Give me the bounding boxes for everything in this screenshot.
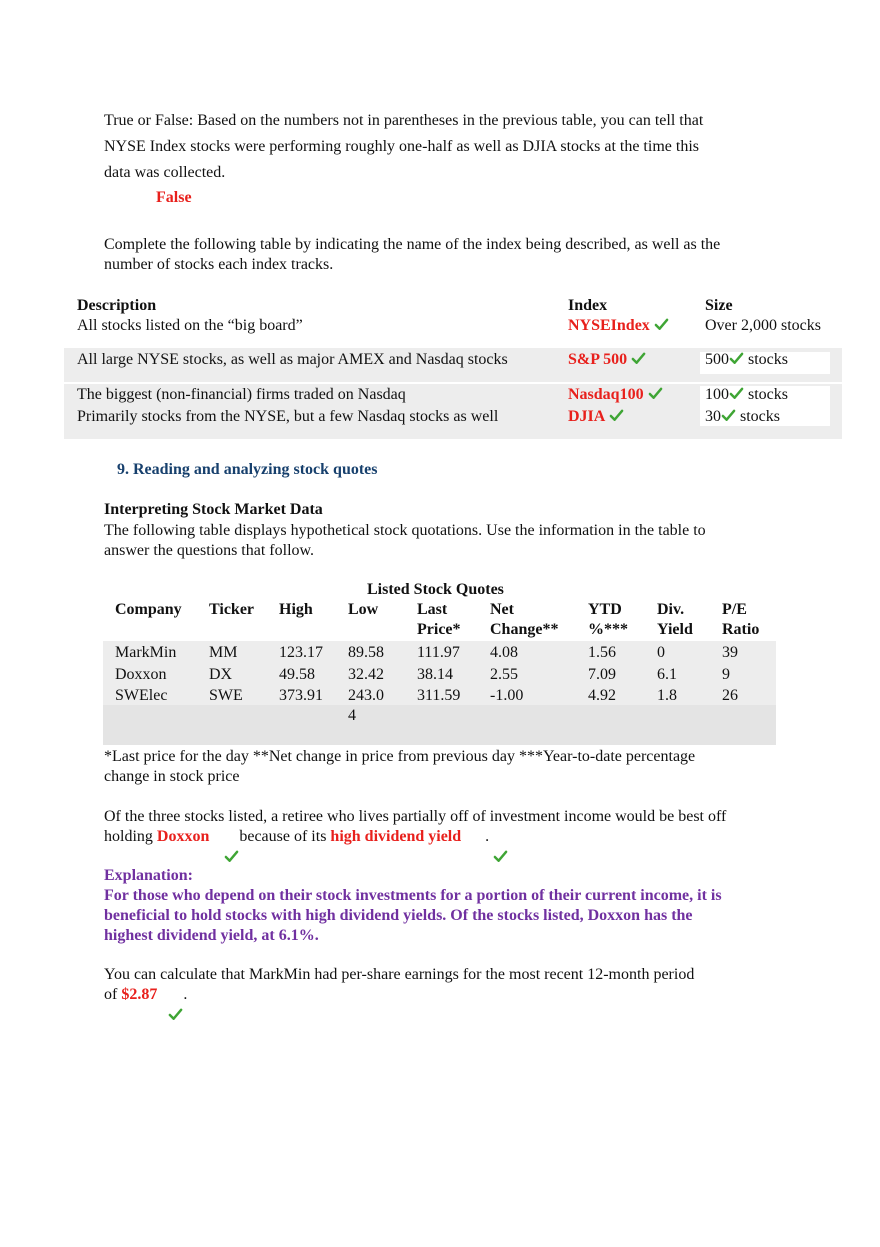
cell-high: 373.91: [279, 687, 323, 704]
checkmark-icon: [609, 408, 624, 423]
cell-pe: 9: [722, 666, 730, 683]
header-high: High: [279, 601, 313, 618]
header-company: Company: [115, 601, 182, 618]
header-line: Net: [490, 601, 514, 618]
checkmark-icon: [168, 1007, 183, 1022]
row-description: Primarily stocks from the NYSE, but a few Nasdaq stocks as well: [77, 408, 499, 425]
question-line: data was collected.: [104, 164, 226, 181]
cell-company: MarkMin: [115, 644, 177, 661]
cell-ytd: 1.56: [588, 644, 616, 661]
header-line: Last: [417, 601, 448, 618]
index-answer: DJIA: [568, 408, 606, 425]
header-pe-ratio: [722, 600, 759, 640]
header-line: Yield: [657, 621, 693, 638]
cell-ticker: SWE: [209, 687, 243, 704]
cell-div: 0: [657, 644, 665, 661]
question-text: of: [104, 986, 118, 1003]
index-table-instructions: [104, 235, 804, 275]
cell-low: 89.58: [348, 644, 384, 661]
footnote-line: *Last price for the day **Net change in price from previous day ***Year-to-date percentage: [104, 748, 696, 765]
cell-last: 311.59: [417, 687, 461, 704]
explanation-line: beneficial to hold stocks with high dividend yields. Of the stocks listed, Doxxon has the: [104, 907, 693, 924]
cell-pe: 39: [722, 644, 738, 661]
row-index: [568, 407, 624, 427]
checkmark-icon: [721, 408, 736, 423]
header-last: [417, 600, 461, 640]
question-text: .: [183, 986, 188, 1003]
eps-question: [104, 965, 694, 1005]
index-answer: S&P 500: [568, 351, 628, 368]
checkmark-icon: [729, 386, 744, 401]
section-intro: [104, 521, 804, 561]
cell-last: 38.14: [417, 666, 453, 683]
header-size: Size: [705, 297, 733, 314]
header-ytd: [588, 600, 628, 640]
cell-low-wrap: 4: [348, 707, 356, 724]
header-index: Index: [568, 297, 608, 314]
size-answer: 30: [705, 408, 721, 425]
checkmark-icon: [493, 849, 508, 864]
cell-ticker: DX: [209, 666, 233, 683]
table-footnote: [104, 747, 804, 787]
row-size: [705, 407, 780, 427]
checkmark-icon: [631, 351, 646, 366]
instruction-line: number of stocks each index tracks.: [104, 256, 334, 273]
header-div-yield: [657, 600, 693, 640]
explanation-label: Explanation:: [104, 867, 193, 884]
header-line: P/E: [722, 601, 747, 618]
cell-low: [348, 686, 384, 726]
question-line: True or False: Based on the numbers not in parentheses in the previous table, you can tell that: [104, 112, 704, 129]
size-unit: stocks: [748, 351, 788, 368]
cell-ticker: MM: [209, 644, 238, 661]
cell-company: SWElec: [115, 687, 168, 704]
question-line: Of the three stocks listed, a retiree who lives partially off of investment income would be best off: [104, 808, 727, 825]
header-line: YTD: [588, 601, 622, 618]
cell-ytd: 7.09: [588, 666, 616, 683]
question-line: [104, 827, 726, 847]
checkmark-icon: [729, 351, 744, 366]
question-line: You can calculate that MarkMin had per-share earnings for the most recent 12-month period: [104, 966, 695, 983]
intro-line: answer the questions that follow.: [104, 542, 315, 559]
explanation: [104, 866, 722, 946]
row-description: The biggest (non-financial) firms traded on Nasdaq: [77, 386, 406, 403]
cell-last: 111.97: [417, 644, 460, 661]
cell-div: 6.1: [657, 666, 677, 683]
header-line: Change**: [490, 621, 559, 638]
explanation-line: For those who depend on their stock investments for a portion of their current income, it is: [104, 887, 722, 904]
row-size: Over 2,000 stocks: [705, 317, 821, 334]
row-size: [705, 385, 788, 405]
cell-pe: 26: [722, 687, 738, 704]
row-index: [568, 385, 663, 405]
row-description: All stocks listed on the “big board”: [77, 317, 303, 334]
eps-answer: $2.87: [121, 986, 158, 1003]
cell-div: 1.8: [657, 687, 677, 704]
cell-net: -1.00: [490, 687, 524, 704]
size-answer: 100: [705, 386, 729, 403]
checkmark-icon: [654, 317, 669, 332]
retiree-question: [104, 807, 726, 847]
index-answer: NYSEIndex: [568, 317, 650, 334]
header-line: Price*: [417, 621, 461, 638]
header-ticker: Ticker: [209, 601, 255, 618]
true-false-answer: False: [156, 189, 192, 206]
instruction-line: Complete the following table by indicating the name of the index being described, as well as the: [104, 236, 721, 253]
size-unit: stocks: [740, 408, 780, 425]
size-answer: 500: [705, 351, 729, 368]
retiree-answer-stock: Doxxon: [156, 828, 210, 845]
intro-line: The following table displays hypothetical stock quotations. Use the information in the table to: [104, 522, 706, 539]
header-line: %***: [588, 621, 628, 638]
row-size: [705, 350, 788, 370]
cell-net: 4.08: [490, 644, 518, 661]
checkmark-icon: [648, 386, 663, 401]
header-line: Div.: [657, 601, 685, 618]
footnote-line: change in stock price: [104, 768, 240, 785]
header-net-change: [490, 600, 558, 640]
cell-low: 32.42: [348, 666, 384, 683]
question-text: .: [485, 828, 490, 845]
header-low: Low: [348, 601, 379, 618]
checkmark-icon: [224, 849, 239, 864]
cell-ytd: 4.92: [588, 687, 616, 704]
row-index: [568, 316, 669, 336]
header-description: Description: [77, 297, 157, 314]
question-text: holding: [104, 828, 153, 845]
true-false-question: [104, 108, 784, 186]
cell-high: 123.17: [279, 644, 323, 661]
table-empty-row: [103, 705, 776, 745]
section-title: 9. Reading and analyzing stock quotes: [117, 461, 378, 478]
table-caption: Listed Stock Quotes: [367, 581, 504, 598]
explanation-line: highest dividend yield, at 6.1%.: [104, 927, 319, 944]
row-index: [568, 350, 646, 370]
row-description: All large NYSE stocks, as well as major AMEX and Nasdaq stocks: [77, 351, 508, 368]
section-subtitle: Interpreting Stock Market Data: [104, 501, 323, 518]
cell-low-line: 243.0: [348, 687, 384, 704]
cell-high: 49.58: [279, 666, 315, 683]
size-unit: stocks: [748, 386, 788, 403]
retiree-answer-reason: high dividend yield: [330, 828, 462, 845]
cell-net: 2.55: [490, 666, 518, 683]
index-answer: Nasdaq100: [568, 386, 644, 403]
question-line: [104, 985, 694, 1005]
question-line: NYSE Index stocks were performing roughly one-half as well as DJIA stocks at the time this: [104, 138, 699, 155]
cell-company: Doxxon: [115, 666, 167, 683]
header-line: Ratio: [722, 621, 760, 638]
question-text: because of its: [239, 828, 327, 845]
